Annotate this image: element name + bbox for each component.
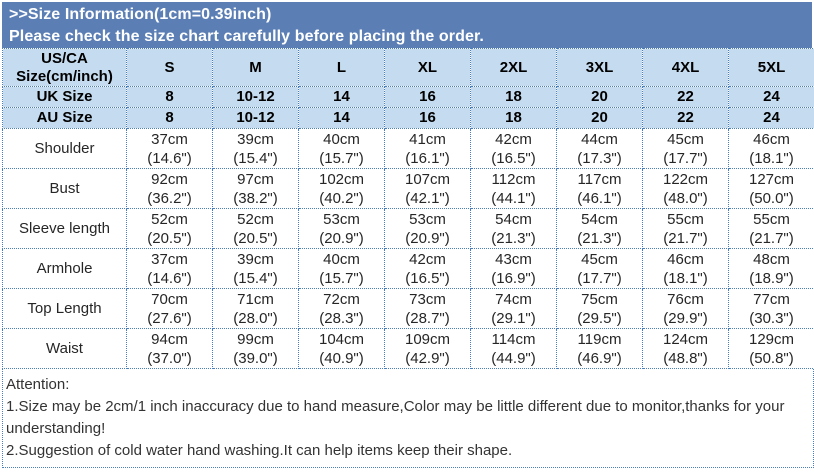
measurement-value-cell <box>729 129 814 169</box>
size-col-header: 4XL <box>643 49 729 87</box>
value-cm: 74cm <box>495 290 532 308</box>
region-size-cell: 18 <box>471 108 557 129</box>
value-inch: (30.3") <box>749 309 794 327</box>
value-inch: (20.5") <box>147 229 192 247</box>
value-cm: 45cm <box>581 250 618 268</box>
value-cm: 45cm <box>667 130 704 148</box>
value-cm: 102cm <box>318 170 365 188</box>
measurement-row-label: Top Length <box>3 289 127 329</box>
measurement-value-cell <box>127 249 213 289</box>
value-inch: (38.2") <box>233 189 278 207</box>
measurement-value-cell <box>643 169 729 209</box>
measurement-row-label: Sleeve length <box>3 209 127 249</box>
size-table-body <box>3 49 814 369</box>
value-inch: (40.9") <box>319 349 364 367</box>
value-cm: 53cm <box>409 210 446 228</box>
measurement-value-cell <box>643 289 729 329</box>
measurement-row <box>3 209 814 249</box>
value-inch: (15.7") <box>319 149 364 167</box>
value-inch: (18.1") <box>749 149 794 167</box>
value-inch: (36.2") <box>147 189 192 207</box>
value-cm: 119cm <box>577 330 622 348</box>
measurement-row <box>3 249 814 289</box>
value-cm: 124cm <box>662 330 709 348</box>
value-cm: 40cm <box>323 130 360 148</box>
measurement-value-cell <box>557 129 643 169</box>
value-inch: (16.1") <box>405 149 450 167</box>
value-cm: 40cm <box>323 250 360 268</box>
region-size-cell: 14 <box>299 108 385 129</box>
measurement-value-cell <box>557 209 643 249</box>
measurement-value-cell <box>643 329 729 369</box>
region-size-cell: 10-12 <box>213 108 299 129</box>
value-inch: (50.0") <box>749 189 794 207</box>
value-inch: (44.9") <box>491 349 536 367</box>
measurement-value-cell <box>471 289 557 329</box>
value-inch: (48.8") <box>663 349 708 367</box>
size-col-header: M <box>213 49 299 87</box>
measurement-value-cell <box>127 289 213 329</box>
region-size-cell: 8 <box>127 87 213 108</box>
measurement-value-cell <box>385 169 471 209</box>
measurement-value-cell <box>213 249 299 289</box>
value-inch: (29.9") <box>663 309 708 327</box>
value-inch: (28.7") <box>405 309 450 327</box>
value-cm: 72cm <box>323 290 360 308</box>
value-cm: 104cm <box>318 330 365 348</box>
measurement-row <box>3 289 814 329</box>
value-cm: 54cm <box>495 210 532 228</box>
value-cm: 122cm <box>662 170 709 188</box>
size-info-banner <box>2 2 812 48</box>
size-col-header: 2XL <box>471 49 557 87</box>
measurement-value-cell <box>643 129 729 169</box>
value-inch: (16.9") <box>491 269 536 287</box>
value-inch: (40.2") <box>319 189 364 207</box>
region-size-cell: 20 <box>557 87 643 108</box>
value-inch: (44.1") <box>491 189 536 207</box>
value-cm: 48cm <box>753 250 790 268</box>
value-cm: 55cm <box>753 210 790 228</box>
value-inch: (48.0") <box>663 189 708 207</box>
region-row-label: AU Size <box>3 108 127 129</box>
size-col-header: L <box>299 49 385 87</box>
value-inch: (28.0") <box>233 309 278 327</box>
value-inch: (20.9") <box>319 229 364 247</box>
measurement-value-cell <box>127 209 213 249</box>
value-cm: 53cm <box>323 210 360 228</box>
value-cm: 37cm <box>151 130 188 148</box>
value-cm: 55cm <box>667 210 704 228</box>
measurement-value-cell <box>213 169 299 209</box>
measurement-value-cell <box>729 329 814 369</box>
measurement-value-cell <box>385 289 471 329</box>
measurement-value-cell <box>729 209 814 249</box>
attention-notes <box>6 396 805 462</box>
measurement-value-cell <box>729 169 814 209</box>
region-size-row <box>3 87 814 108</box>
value-inch: (17.7") <box>663 149 708 167</box>
value-cm: 92cm <box>151 170 188 188</box>
measurement-value-cell <box>213 329 299 369</box>
measurement-value-cell <box>729 289 814 329</box>
value-cm: 37cm <box>151 250 188 268</box>
value-inch: (14.6") <box>147 269 192 287</box>
corner-header-cell <box>3 49 127 87</box>
value-inch: (46.9") <box>577 349 622 367</box>
value-cm: 117cm <box>577 170 622 188</box>
value-inch: (39.0") <box>233 349 278 367</box>
value-cm: 43cm <box>495 250 532 268</box>
value-inch: (37.0") <box>147 349 192 367</box>
region-size-cell: 16 <box>385 108 471 129</box>
value-cm: 75cm <box>581 290 618 308</box>
measurement-row-label: Bust <box>3 169 127 209</box>
value-cm: 46cm <box>753 130 790 148</box>
value-inch: (29.1") <box>491 309 536 327</box>
region-row-label: UK Size <box>3 87 127 108</box>
value-inch: (16.5") <box>491 149 536 167</box>
measurement-value-cell <box>213 289 299 329</box>
value-inch: (18.1") <box>663 269 708 287</box>
value-inch: (14.6") <box>147 149 192 167</box>
measurement-value-cell <box>127 169 213 209</box>
region-size-cell: 24 <box>729 108 814 129</box>
value-inch: (20.9") <box>405 229 450 247</box>
measurement-value-cell <box>471 169 557 209</box>
value-cm: 73cm <box>409 290 446 308</box>
value-cm: 54cm <box>581 210 618 228</box>
value-inch: (21.7") <box>663 229 708 247</box>
region-size-cell: 24 <box>729 87 814 108</box>
measurement-value-cell <box>213 209 299 249</box>
value-cm: 127cm <box>748 170 795 188</box>
value-inch: (17.3") <box>577 149 622 167</box>
value-cm: 77cm <box>753 290 790 308</box>
banner-title: >>Size Information(1cm=0.39inch) <box>9 6 272 23</box>
value-inch: (17.7") <box>577 269 622 287</box>
value-cm: 39cm <box>237 250 274 268</box>
value-inch: (42.9") <box>405 349 450 367</box>
value-cm: 44cm <box>581 130 618 148</box>
measurement-value-cell <box>299 289 385 329</box>
value-inch: (15.7") <box>319 269 364 287</box>
value-cm: 99cm <box>237 330 274 348</box>
attention-note: 2.Suggestion of cold water hand washing.It can help items keep their shape. <box>6 442 513 459</box>
measurement-value-cell <box>643 209 729 249</box>
value-inch: (21.7") <box>749 229 794 247</box>
measurement-value-cell <box>385 249 471 289</box>
value-inch: (27.6") <box>147 309 192 327</box>
value-cm: 76cm <box>667 290 704 308</box>
attention-title: Attention: <box>6 376 70 393</box>
value-cm: 52cm <box>237 210 274 228</box>
region-size-cell: 16 <box>385 87 471 108</box>
measurement-row-label: Armhole <box>3 249 127 289</box>
measurement-row-label: Waist <box>3 329 127 369</box>
value-inch: (42.1") <box>405 189 450 207</box>
value-cm: 70cm <box>151 290 188 308</box>
value-inch: (18.9") <box>749 269 794 287</box>
measurement-value-cell <box>299 249 385 289</box>
value-cm: 71cm <box>237 290 274 308</box>
measurement-value-cell <box>127 129 213 169</box>
measurement-value-cell <box>729 249 814 289</box>
measurement-value-cell <box>471 329 557 369</box>
measurement-row <box>3 329 814 369</box>
value-inch: (21.3") <box>491 229 536 247</box>
measurement-value-cell <box>299 129 385 169</box>
region-size-cell: 22 <box>643 108 729 129</box>
size-col-header: 5XL <box>729 49 814 87</box>
value-cm: 97cm <box>237 170 274 188</box>
attention-section <box>2 369 814 468</box>
corner-header-line1: US/CA <box>41 49 88 67</box>
value-inch: (15.4") <box>233 269 278 287</box>
measurement-value-cell <box>557 249 643 289</box>
value-inch: (20.5") <box>233 229 278 247</box>
region-size-row <box>3 108 814 129</box>
value-inch: (50.8") <box>749 349 794 367</box>
value-cm: 114cm <box>491 330 536 348</box>
value-cm: 52cm <box>151 210 188 228</box>
region-size-cell: 22 <box>643 87 729 108</box>
measurement-value-cell <box>557 329 643 369</box>
value-cm: 41cm <box>409 130 446 148</box>
measurement-value-cell <box>385 129 471 169</box>
value-inch: (21.3") <box>577 229 622 247</box>
measurement-value-cell <box>385 329 471 369</box>
corner-header-line2: Size(cm/inch) <box>16 67 113 85</box>
region-size-cell: 14 <box>299 87 385 108</box>
measurement-value-cell <box>213 129 299 169</box>
region-size-cell: 18 <box>471 87 557 108</box>
measurement-value-cell <box>643 249 729 289</box>
value-cm: 39cm <box>237 130 274 148</box>
measurement-value-cell <box>385 209 471 249</box>
value-inch: (46.1") <box>577 189 622 207</box>
value-cm: 112cm <box>491 170 536 188</box>
size-col-header: S <box>127 49 213 87</box>
banner-subtitle: Please check the size chart carefully before placing the order. <box>9 28 484 45</box>
measurement-value-cell <box>299 209 385 249</box>
measurement-value-cell <box>471 209 557 249</box>
value-inch: (15.4") <box>233 149 278 167</box>
size-header-row <box>3 49 814 87</box>
measurement-row-label: Shoulder <box>3 129 127 169</box>
region-size-cell: 20 <box>557 108 643 129</box>
region-size-cell: 10-12 <box>213 87 299 108</box>
value-cm: 109cm <box>404 330 451 348</box>
value-cm: 107cm <box>404 170 451 188</box>
measurement-value-cell <box>299 169 385 209</box>
measurement-value-cell <box>471 129 557 169</box>
measurement-value-cell <box>299 329 385 369</box>
value-cm: 42cm <box>409 250 446 268</box>
value-cm: 42cm <box>495 130 532 148</box>
value-inch: (16.5") <box>405 269 450 287</box>
measurement-value-cell <box>557 169 643 209</box>
size-table <box>2 48 814 369</box>
measurement-value-cell <box>557 289 643 329</box>
measurement-value-cell <box>471 249 557 289</box>
size-col-header: XL <box>385 49 471 87</box>
size-col-header: 3XL <box>557 49 643 87</box>
attention-note: 1.Size may be 2cm/1 inch inaccuracy due to hand measure,Color may be little different due to monitor,thanks for your understanding! <box>6 398 785 437</box>
value-cm: 94cm <box>151 330 188 348</box>
measurement-row <box>3 129 814 169</box>
value-cm: 129cm <box>748 330 795 348</box>
value-inch: (28.3") <box>319 309 364 327</box>
region-size-cell: 8 <box>127 108 213 129</box>
measurement-value-cell <box>127 329 213 369</box>
measurement-row <box>3 169 814 209</box>
value-cm: 46cm <box>667 250 704 268</box>
value-inch: (29.5") <box>577 309 622 327</box>
